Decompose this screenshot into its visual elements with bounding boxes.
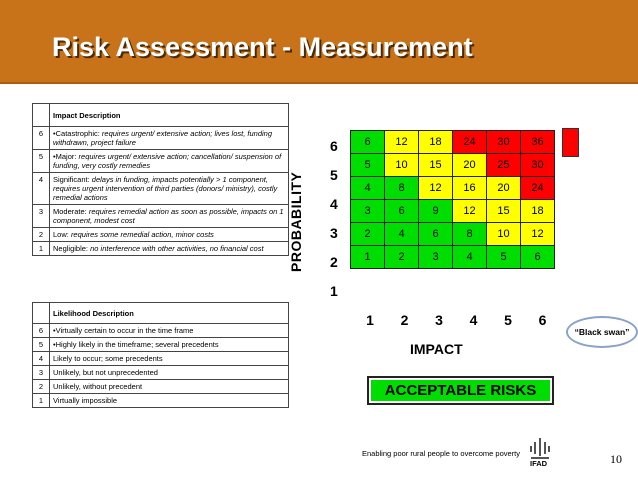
probability-axis-label: PROBABILITY bbox=[288, 171, 304, 272]
matrix-row bbox=[351, 246, 555, 269]
matrix-cell: 4 bbox=[351, 177, 385, 200]
matrix-cell: 4 bbox=[385, 223, 419, 246]
likelihood-row-number: 5 bbox=[33, 338, 50, 352]
impact-row-lead: Significant: bbox=[53, 175, 92, 184]
slide-title: Risk Assessment - Measurement bbox=[52, 32, 473, 62]
matrix-cell: 12 bbox=[419, 177, 453, 200]
matrix-cell: 3 bbox=[351, 200, 385, 223]
impact-row-number: 3 bbox=[33, 205, 50, 228]
likelihood-table-header-row bbox=[33, 303, 289, 324]
likelihood-row bbox=[33, 394, 289, 408]
matrix-cell: 5 bbox=[487, 246, 521, 269]
likelihood-table-body bbox=[33, 303, 289, 408]
impact-table-body bbox=[33, 104, 289, 256]
impact-row-lead: •Catastrophic: bbox=[53, 129, 102, 138]
likelihood-table-header: Likelihood Description bbox=[50, 303, 289, 324]
impact-tick: 4 bbox=[469, 312, 478, 328]
matrix-row bbox=[351, 200, 555, 223]
matrix-cell: 20 bbox=[453, 154, 487, 177]
impact-row-lead: •Major: bbox=[53, 152, 79, 161]
matrix-cell: 9 bbox=[419, 200, 453, 223]
matrix-cell: 6 bbox=[521, 246, 555, 269]
impact-row-number: 2 bbox=[33, 228, 50, 242]
matrix-cell: 4 bbox=[453, 246, 487, 269]
impact-tick: 5 bbox=[504, 312, 512, 328]
impact-row-text bbox=[50, 242, 289, 256]
likelihood-row-number: 4 bbox=[33, 352, 50, 366]
title-banner bbox=[0, 0, 638, 84]
matrix-cell: 15 bbox=[419, 154, 453, 177]
probability-tick: 5 bbox=[330, 167, 338, 183]
impact-row-detail: requires urgent/ extensive action; lives lost, funding withdrawn, project failure bbox=[53, 129, 273, 147]
likelihood-row-text: Unlikely, without precedent bbox=[50, 380, 289, 394]
impact-table-header-row bbox=[33, 104, 289, 127]
page-number: 10 bbox=[610, 452, 622, 466]
impact-row-text bbox=[50, 205, 289, 228]
black-swan-callout bbox=[566, 316, 638, 348]
matrix-cell: 15 bbox=[487, 200, 521, 223]
matrix-cell: 24 bbox=[521, 177, 555, 200]
impact-row-lead: Negligible: bbox=[53, 244, 91, 253]
impact-row-lead: Moderate: bbox=[53, 207, 89, 216]
impact-tick: 3 bbox=[435, 312, 443, 328]
impact-row-text bbox=[50, 228, 289, 242]
ifad-logo-text: IFAD bbox=[530, 459, 548, 468]
matrix-row bbox=[351, 177, 555, 200]
matrix-cell: 1 bbox=[351, 246, 385, 269]
impact-row-detail: requires remedial action as soon as possible, impacts on 1 component, modest cost bbox=[53, 207, 284, 225]
acceptable-risks-box bbox=[367, 376, 554, 405]
matrix-cell: 6 bbox=[385, 200, 419, 223]
impact-row-number: 4 bbox=[33, 173, 50, 205]
likelihood-row-number: 2 bbox=[33, 380, 50, 394]
matrix-cell: 20 bbox=[487, 177, 521, 200]
impact-row bbox=[33, 173, 289, 205]
likelihood-description-table bbox=[32, 302, 289, 408]
matrix-cell: 6 bbox=[419, 223, 453, 246]
matrix-cell: 5 bbox=[351, 154, 385, 177]
risk-matrix bbox=[350, 130, 555, 269]
matrix-cell: 36 bbox=[521, 131, 555, 154]
probability-tick: 2 bbox=[330, 254, 338, 270]
black-swan-label: “Black swan” bbox=[574, 327, 630, 337]
matrix-cell: 2 bbox=[385, 246, 419, 269]
likelihood-row-number: 6 bbox=[33, 324, 50, 338]
black-swan-marker bbox=[562, 128, 579, 157]
impact-row bbox=[33, 242, 289, 256]
impact-tick: 1 bbox=[366, 312, 374, 328]
risk-matrix-body bbox=[351, 131, 555, 269]
matrix-cell: 12 bbox=[385, 131, 419, 154]
likelihood-row-text: Likely to occur; some precedents bbox=[50, 352, 289, 366]
impact-row-number: 1 bbox=[33, 242, 50, 256]
impact-axis-label: IMPACT bbox=[410, 341, 463, 357]
likelihood-header-num-cell bbox=[33, 303, 50, 324]
matrix-cell: 6 bbox=[351, 131, 385, 154]
impact-row-text bbox=[50, 127, 289, 150]
likelihood-row-text: •Highly likely in the timeframe; several precedents bbox=[50, 338, 289, 352]
footer-tagline: Enabling poor rural people to overcome poverty bbox=[362, 449, 521, 458]
matrix-cell: 8 bbox=[385, 177, 419, 200]
matrix-cell: 25 bbox=[487, 154, 521, 177]
matrix-cell: 10 bbox=[385, 154, 419, 177]
matrix-cell: 18 bbox=[521, 200, 555, 223]
impact-row-number: 6 bbox=[33, 127, 50, 150]
matrix-cell: 30 bbox=[487, 131, 521, 154]
impact-table-header: Impact Description bbox=[50, 104, 289, 127]
likelihood-row bbox=[33, 338, 289, 352]
impact-row-detail: delays in funding, impacts potentially > 1 component, requires urgent intervention of third parties (donors/ ministry), costly remedial actions bbox=[53, 175, 278, 202]
impact-tick: 2 bbox=[400, 312, 409, 328]
impact-row-text bbox=[50, 173, 289, 205]
likelihood-row-number: 3 bbox=[33, 366, 50, 380]
matrix-cell: 8 bbox=[453, 223, 487, 246]
impact-row bbox=[33, 150, 289, 173]
matrix-row bbox=[351, 131, 555, 154]
likelihood-row-text: Virtually impossible bbox=[50, 394, 289, 408]
likelihood-row-text: •Virtually certain to occur in the time frame bbox=[50, 324, 289, 338]
matrix-row bbox=[351, 154, 555, 177]
impact-header-num-cell bbox=[33, 104, 50, 127]
impact-row-detail: requires some remedial action, minor costs bbox=[70, 230, 214, 239]
likelihood-row bbox=[33, 366, 289, 380]
likelihood-row bbox=[33, 380, 289, 394]
impact-row-detail: requires urgent/ extensive action; cancellation/ suspension of funding, very costly remedies bbox=[53, 152, 282, 170]
matrix-cell: 12 bbox=[453, 200, 487, 223]
probability-tick: 4 bbox=[330, 196, 338, 212]
impact-row bbox=[33, 228, 289, 242]
impact-row-text bbox=[50, 150, 289, 173]
likelihood-row-text: Unlikely, but not unprecedented bbox=[50, 366, 289, 380]
matrix-cell: 30 bbox=[521, 154, 555, 177]
impact-row-number: 5 bbox=[33, 150, 50, 173]
matrix-cell: 16 bbox=[453, 177, 487, 200]
likelihood-row bbox=[33, 324, 289, 338]
likelihood-row-number: 1 bbox=[33, 394, 50, 408]
impact-row bbox=[33, 127, 289, 150]
matrix-cell: 24 bbox=[453, 131, 487, 154]
impact-row bbox=[33, 205, 289, 228]
impact-row-lead: Low: bbox=[53, 230, 71, 239]
acceptable-risks-label: ACCEPTABLE RISKS bbox=[384, 382, 537, 399]
matrix-row bbox=[351, 223, 555, 246]
impact-row-detail: no interference with other activities, no financial cost bbox=[90, 244, 264, 253]
matrix-cell: 12 bbox=[521, 223, 555, 246]
probability-tick: 1 bbox=[330, 283, 338, 299]
matrix-cell: 10 bbox=[487, 223, 521, 246]
likelihood-row bbox=[33, 352, 289, 366]
impact-description-table bbox=[32, 103, 289, 256]
matrix-cell: 18 bbox=[419, 131, 453, 154]
probability-tick: 6 bbox=[330, 138, 338, 154]
matrix-cell: 2 bbox=[351, 223, 385, 246]
impact-tick: 6 bbox=[538, 312, 547, 328]
probability-tick: 3 bbox=[330, 225, 338, 241]
matrix-cell: 3 bbox=[419, 246, 453, 269]
